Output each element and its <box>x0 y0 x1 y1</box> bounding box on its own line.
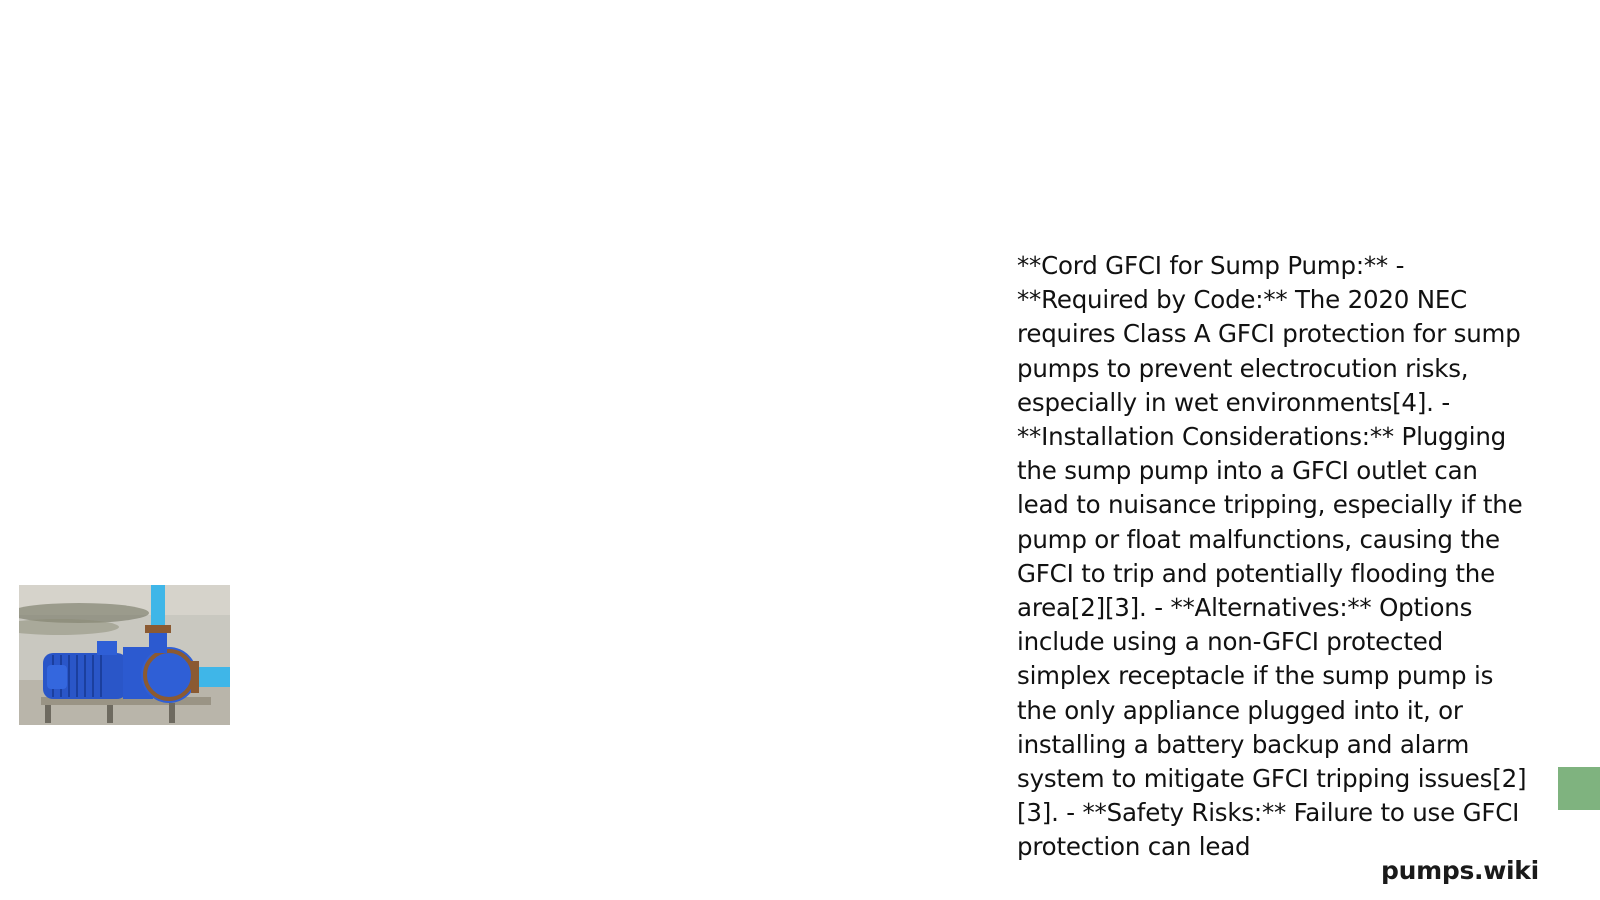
article-paragraph: **Cord GFCI for Sump Pump:** - **Required by Code:** The 2020 NEC requires Class A GFCI protection for sump pumps to prevent electrocution risks, especially in wet environments[4]. - **Installation Considerations:** Plugging the sump pump into a GFCI outlet can lead to nuisance tripping, especially if the pump or float malfunctions, causing the GFCI to trip and potentially flooding the area[2][3]. - **Alternatives:** Options include using a non-GFCI protected simplex receptacle if the sump pump is the only appliance plugged into it, or installing a battery backup and alarm system to mitigate GFCI tripping issues[2][3]. - **Safety Risks:** Failure to use GFCI protection can lead <box>1017 251 1527 862</box>
article-text <box>1017 249 1532 865</box>
feedback-tab[interactable] <box>1558 767 1600 810</box>
pump-photo <box>19 585 230 725</box>
site-brand: pumps.wiki <box>1381 856 1539 885</box>
